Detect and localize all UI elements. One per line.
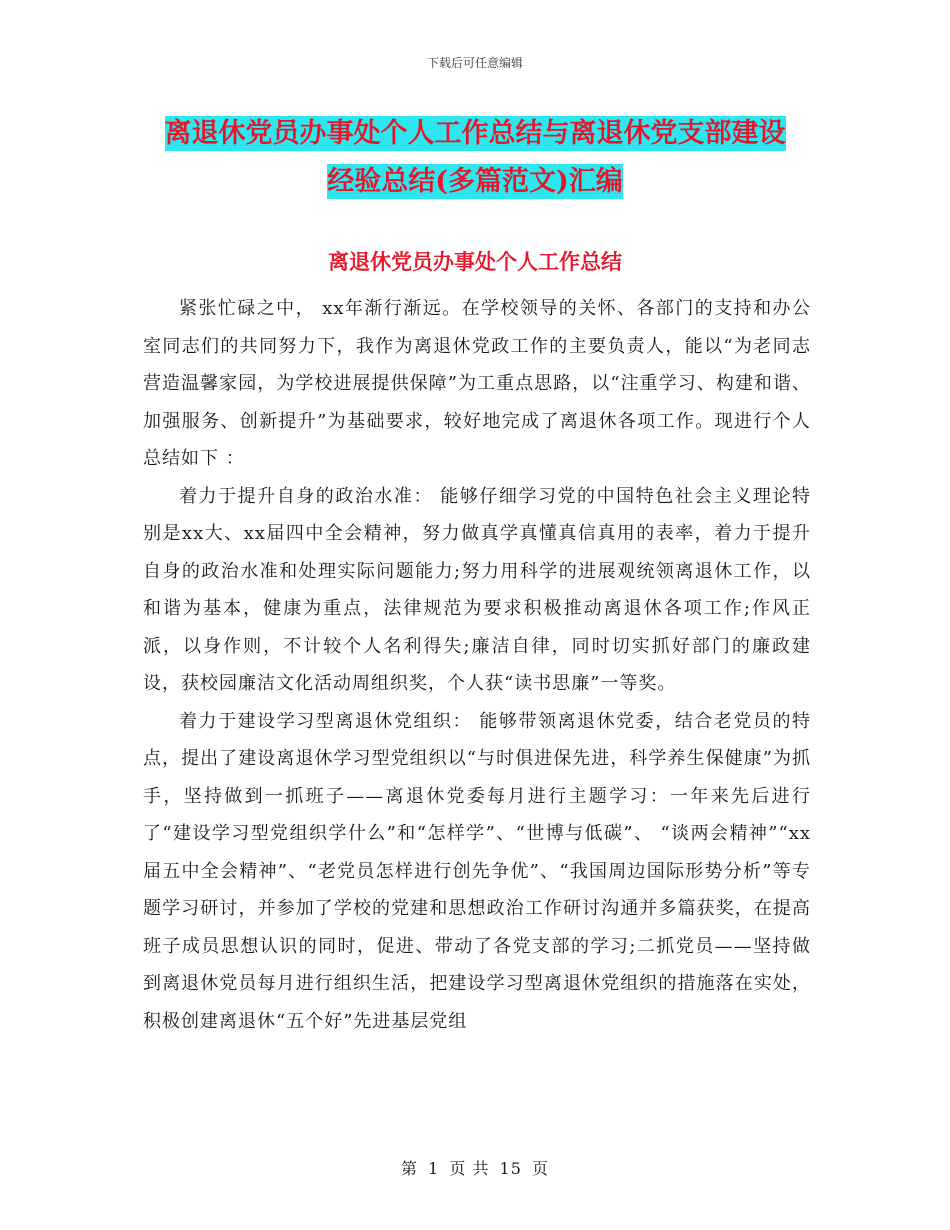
main-title: [140, 110, 810, 206]
section-title: 离退休党员办事处个人工作总结: [328, 249, 622, 274]
main-title-line-2: 经验总结(多篇范文)汇编: [327, 166, 623, 197]
footer-page-number: 1: [428, 1159, 440, 1178]
body-text: [143, 290, 811, 1040]
footer-middle: 页 共: [449, 1159, 490, 1178]
paragraph: 着力于提升自身的政治水准： 能够仔细学习党的中国特色社会主义理论特别是xx大、xx届四中全会精神，努力做真学真懂真信真用的表率，着力于提升自身的政治水准和处理实际问题能力;努力用科学的进展观统领离退休工作，以和谐为基本，健康为重点，法律规范为要求积极推动离退休各项工作;作风正派，以身作则，不计较个人名利得失;廉洁自律，同时切实抓好部门的廉政建设，获校园廉洁文化活动周组织奖，个人获“读书思廉”一等奖。: [143, 485, 811, 694]
paragraph: 着力于建设学习型离退休党组织： 能够带领离退休党委，结合老党员的特点，提出了建设离退休学习型党组织以“与时俱进保先进，科学养生保健康”为抓手，坚持做到一抓班子——离退休党委每月进行主题学习：一年来先后进行了“建设学习型党组织学什么”和“怎样学”、“世博与低碳”、 “谈两会精神”“xx届五中全会精神”、“老党员怎样进行创先争优”、“我国周边国际形势分析”等专题学习研讨，并参加了学校的党建和思想政治工作研讨沟通并多篇获奖，在提高班子成员思想认识的同时，促进、带动了各党支部的学习;二抓党员——坚持做到离退休党员每月进行组织生活，把建设学习型离退休党组织的措施落在实处，积极创建离退休“五个好”先进基层党组: [143, 710, 811, 1032]
footer-suffix: 页: [532, 1159, 550, 1178]
page-footer: [0, 1156, 950, 1179]
main-title-line-1: 离退休党员办事处个人工作总结与离退休党支部建设: [164, 118, 786, 149]
paragraph: 紧张忙碌之中， xx年渐行渐远。在学校领导的关怀、各部门的支持和办公室同志们的共同努力下，我作为离退休党政工作的主要负责人，能以“为老同志营造温馨家园，为学校进展提供保障”为工重点思路，以“注重学习、构建和谐、加强服务、创新提升”为基础要求，较好地完成了离退休各项工作。现进行个人总结如下 ：: [143, 298, 811, 469]
footer-total-pages: 15: [499, 1159, 522, 1178]
footer-prefix: 第: [400, 1159, 418, 1178]
header-note: 下载后可任意编辑: [426, 56, 523, 70]
